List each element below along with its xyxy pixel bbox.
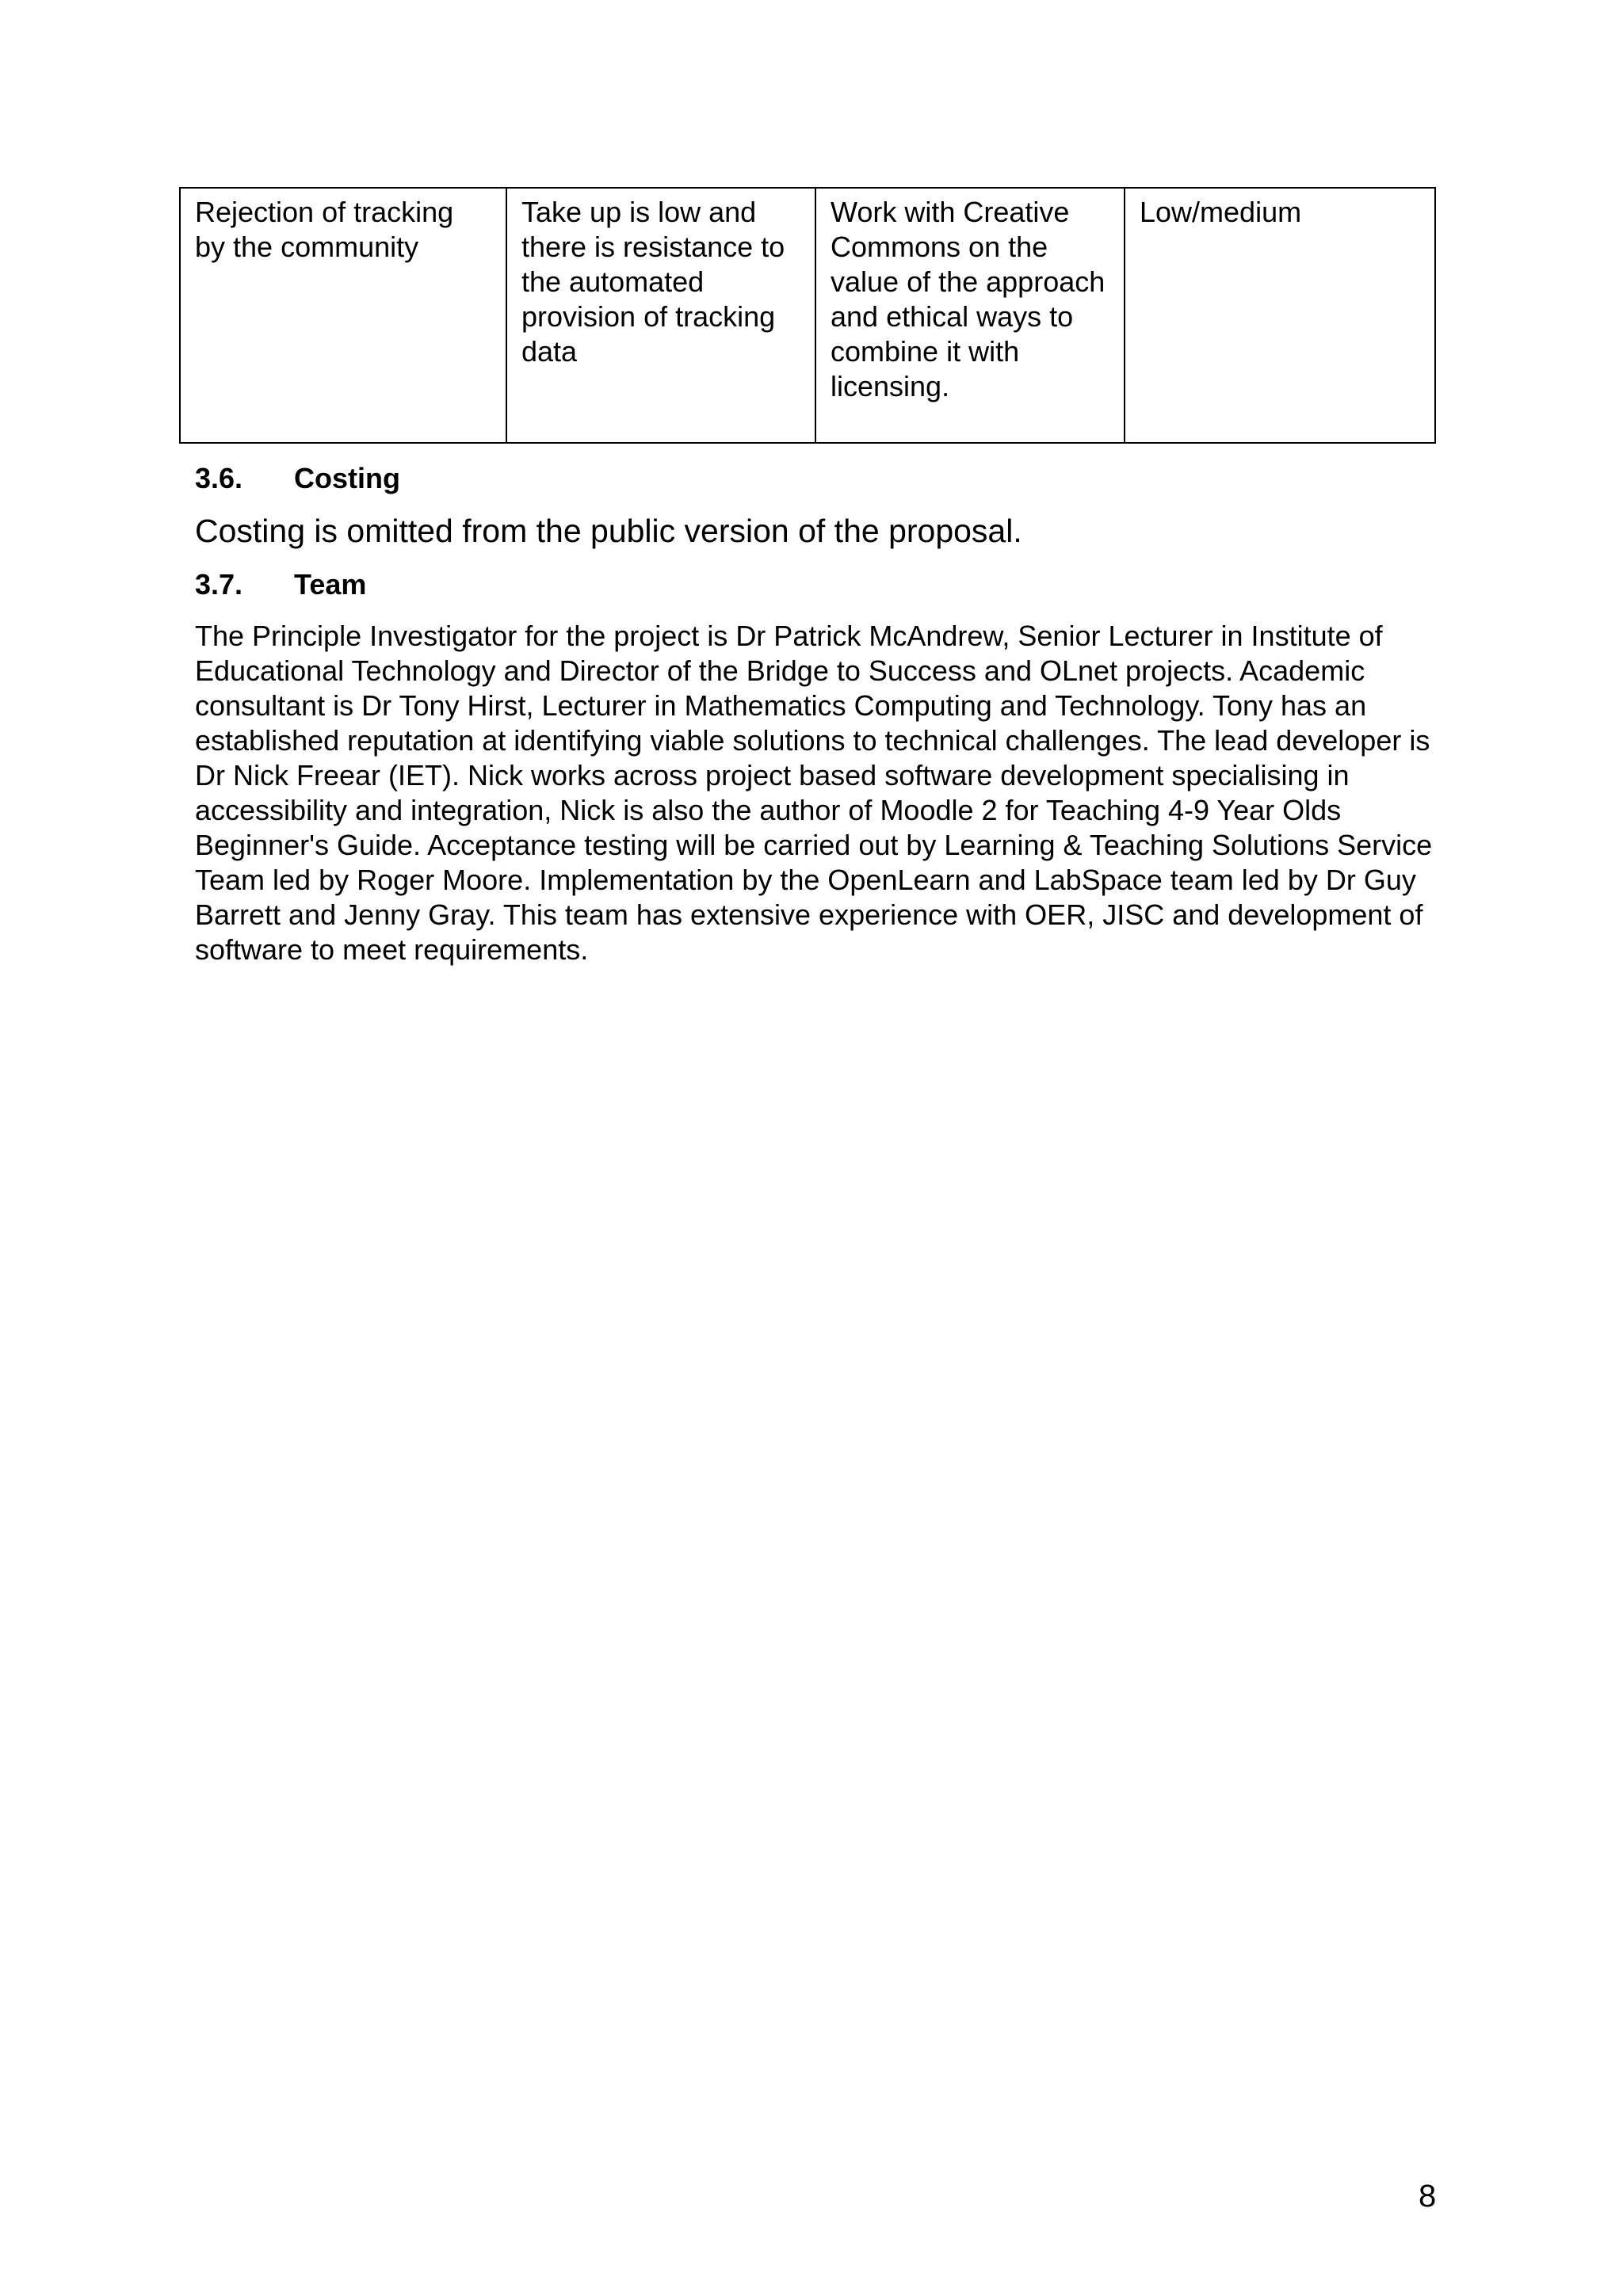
- costing-section-number: 3.6.: [195, 462, 243, 494]
- team-paragraph: The Principle Investigator for the project is Dr Patrick McAndrew, Senior Lecturer in Institute of Educational Technology and Director of the Bridge to Success and OLnet projects. Academic consultant is Dr Tony Hirst, Lecturer in Mathematics Computing and Technology. Tony has an established reputation at identifying viable solutions to technical challenges. The lead developer is Dr Nick Freear (IET). Nick works across project based software development specialising in accessibility and integration, Nick is also the author of Moodle 2 for Teaching 4-9 Year Olds Beginner's Guide. Acceptance testing will be carried out by Learning & Teaching Solutions Service Team led by Roger Moore. Implementation by the OpenLearn and LabSpace team led by Dr Guy Barrett and Jenny Gray. This team has extensive experience with OER, JISC and development of software to meet requirements.: [195, 620, 1433, 966]
- table-row: [180, 188, 1435, 443]
- risk-table: [179, 187, 1436, 444]
- costing-section-title: Costing: [294, 462, 400, 494]
- team-section-number: 3.7.: [195, 568, 243, 601]
- description-cell: Take up is low and there is resistance to the automated provision of tracking data: [506, 188, 815, 443]
- page-number: 8: [1419, 2179, 1437, 2214]
- risk-cell: Rejection of tracking by the community: [180, 188, 506, 443]
- team-section-title: Team: [294, 568, 367, 601]
- costing-paragraph: Costing is omitted from the public version of the proposal.: [195, 513, 1022, 549]
- team-heading: [195, 567, 366, 602]
- costing-heading: [195, 461, 400, 496]
- level-cell: Low/medium: [1125, 188, 1435, 443]
- mitigation-cell: Work with Creative Commons on the value of the approach and ethical ways to combine it with licensing.: [815, 188, 1125, 443]
